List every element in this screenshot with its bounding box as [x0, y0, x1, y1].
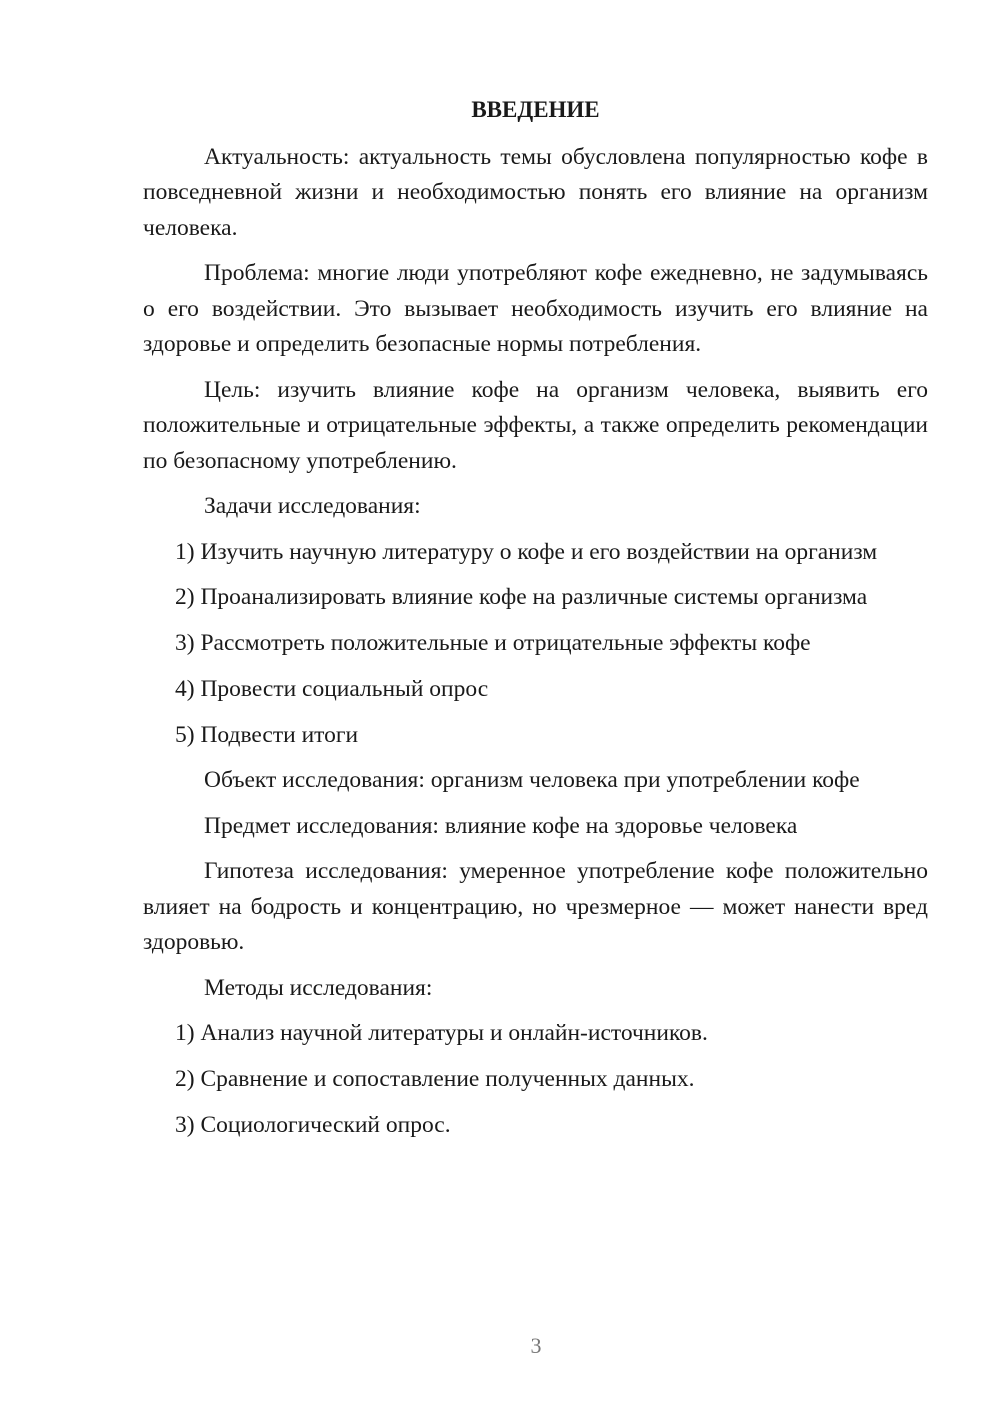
list-item: 3) Социологический опрос.: [175, 1112, 451, 1139]
list-item: 2) Сравнение и сопоставление полученных данных.: [175, 1066, 695, 1093]
methods-list: [143, 1016, 928, 1143]
page-number: 3: [530, 1333, 542, 1358]
list-item: 1) Анализ научной литературы и онлайн-источников.: [175, 1020, 708, 1047]
subject-line: Предмет исследования: влияние кофе на здоровье человека: [204, 812, 798, 839]
page-content: [143, 92, 928, 1154]
tasks-heading: Задачи исследования:: [204, 493, 421, 519]
tasks-list: [143, 535, 928, 754]
list-item: 4) Провести социальный опрос: [175, 675, 489, 702]
hypothesis-paragraph: Гипотеза исследования: умеренное употребление кофе положительно влияет на бодрость и концентрацию, но чрезмерное — может нанести вред здоровью.: [143, 858, 928, 956]
methods-heading: Методы исследования:: [204, 974, 433, 1001]
section-title: ВВЕДЕНИЕ: [471, 97, 600, 122]
list-item: 3) Рассмотреть положительные и отрицательные эффекты кофе: [175, 630, 811, 657]
goal-paragraph: Цель: изучить влияние кофе на организм человека, выявить его положительные и отрицательные эффекты, а также определить рекомендации по безопасному употреблению.: [143, 376, 928, 474]
problem-paragraph: Проблема: многие люди употребляют кофе ежедневно, не задумываясь о его воздействии. Это вызывает необходимость изучить его влияние на здоровье и определить безопасные нормы потребления.: [143, 260, 928, 357]
list-item: 2) Проанализировать влияние кофе на различные системы организма: [175, 584, 868, 611]
object-line: Объект исследования: организм человека при употреблении кофе: [204, 767, 860, 794]
list-item: 1) Изучить научную литературу о кофе и его воздействии на организм: [175, 538, 878, 565]
relevance-paragraph: Актуальность: актуальность темы обусловлена популярностью кофе в повседневной жизни и необходимостью понять его влияние на организм человека.: [143, 143, 928, 241]
list-item: 5) Подвести итоги: [175, 721, 359, 748]
